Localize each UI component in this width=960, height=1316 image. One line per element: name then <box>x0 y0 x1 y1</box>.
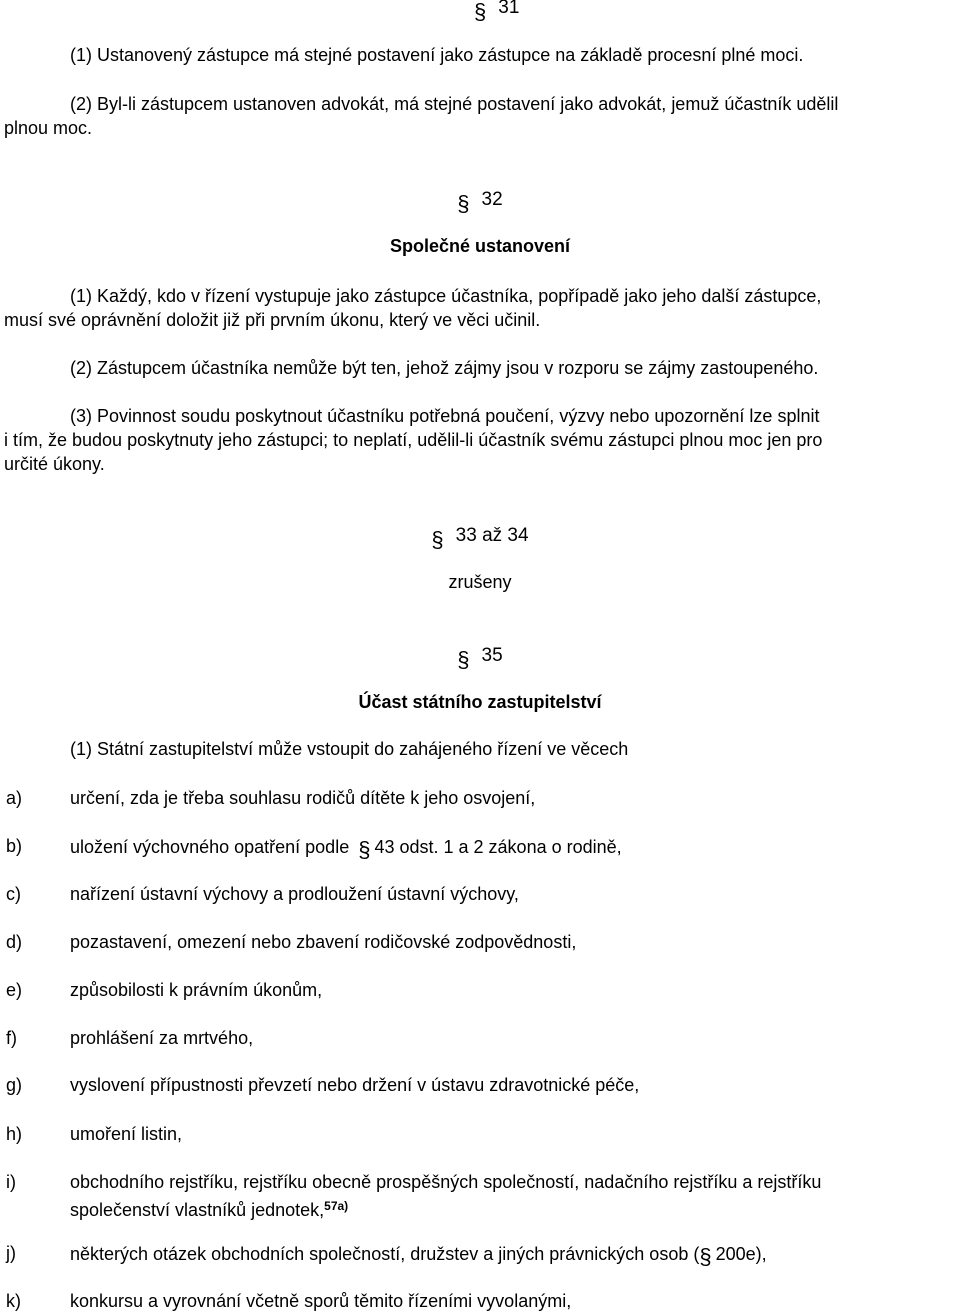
list-item-label: g) <box>6 1075 23 1095</box>
list-item-text: určení, zda je třeba souhlasu rodičů dítěte k jeho osvojení, <box>70 788 536 808</box>
list-item-text <box>70 1241 950 1269</box>
section-number: 35 <box>481 645 503 666</box>
list-item-text: prohlášení za mrtvého, <box>70 1028 254 1048</box>
list-item-label: f) <box>6 1028 17 1048</box>
section-35-heading <box>0 642 960 672</box>
list-item-text: nařízení ústavní výchovy a prodloužení ústavní výchovy, <box>70 884 519 904</box>
section-symbol: § <box>358 837 371 862</box>
section-32-title: Společné ustanovení <box>389 236 571 256</box>
section-32-paragraph-1-line-1: (1) Každý, kdo v řízení vystupuje jako zástupce účastníka, popřípadě jako jeho další zástupce, <box>70 286 822 306</box>
list-item-text-line-1: obchodního rejstříku, rejstříku obecně prospěšných společností, nadačního rejstříku a rejstříku <box>70 1172 822 1192</box>
list-item-label: e) <box>6 980 23 1000</box>
section-symbol: § <box>431 527 444 552</box>
section-32-paragraph-3-line-1: (3) Povinnost soudu poskytnout účastníku potřebná poučení, výzvy nebo upozornění lze splnit <box>70 406 820 426</box>
section-number: 31 <box>498 0 520 18</box>
list-item-text: vyslovení přípustnosti převzetí nebo držení v ústavu zdravotnické péče, <box>70 1075 640 1095</box>
list-item-label: k) <box>6 1291 21 1311</box>
list-item-text-reference: 200e), <box>715 1244 767 1264</box>
list-item-label: j) <box>6 1243 16 1263</box>
section-32-paragraph-2: (2) Zástupcem účastníka nemůže být ten, jehož zájmy jsou v rozporu se zájmy zastoupeného. <box>70 358 819 378</box>
section-31-paragraph-2-line-1: (2) Byl-li zástupcem ustanoven advokát, má stejné postavení jako advokát, jemuž účastník udělil <box>70 94 839 114</box>
list-item-text-line-2 <box>70 1194 950 1222</box>
list-item-text-reference: 43 odst. 1 a 2 zákona o rodině, <box>374 837 622 857</box>
section-33-34-heading <box>0 522 960 552</box>
section-number: 33 až 34 <box>455 525 529 546</box>
section-symbol: § <box>457 191 470 216</box>
list-item-text: umoření listin, <box>70 1124 183 1144</box>
section-number: 32 <box>481 189 503 210</box>
section-32-paragraph-3-line-2: i tím, že budou poskytnuty jeho zástupci; to neplatí, udělil-li účastník svému zástupci plnou moc jen pro <box>4 430 823 450</box>
section-35-title: Účast státního zastupitelství <box>358 692 602 712</box>
section-32-paragraph-3-line-3: určité úkony. <box>4 454 105 474</box>
list-item-text-part: uložení výchovného opatření podle <box>70 837 350 857</box>
section-31-heading <box>474 0 520 24</box>
footnote-reference[interactable]: 57a) <box>324 1199 349 1213</box>
section-symbol: § <box>699 1244 712 1269</box>
list-item-text: způsobilosti k právním úkonům, <box>70 980 323 1000</box>
list-item-label: c) <box>6 884 21 904</box>
list-item-label: i) <box>6 1172 16 1192</box>
list-item-text-part: společenství vlastníků jednotek, <box>70 1200 325 1220</box>
list-item-text <box>70 1170 950 1222</box>
list-item-label: h) <box>6 1124 23 1144</box>
list-item-text: pozastavení, omezení nebo zbavení rodičovské zodpovědnosti, <box>70 932 577 952</box>
section-33-34-title: zrušeny <box>448 572 512 592</box>
section-31-paragraph-2-line-2: plnou moc. <box>4 118 93 138</box>
section-32-heading <box>0 186 960 216</box>
list-item-label: b) <box>6 836 23 856</box>
list-item-label: d) <box>6 932 23 952</box>
list-item-text-part: některých otázek obchodních společností, družstev a jiných právnických osob ( <box>70 1244 700 1264</box>
list-item-text <box>70 834 950 862</box>
section-symbol: § <box>474 0 487 24</box>
section-35-paragraph-1: (1) Státní zastupitelství může vstoupit do zahájeného řízení ve věcech <box>70 739 629 759</box>
section-symbol: § <box>457 647 470 672</box>
list-item-label: a) <box>6 788 23 808</box>
section-32-paragraph-1-line-2: musí své oprávnění doložit již při prvním úkonu, který ve věci učinil. <box>4 310 541 330</box>
list-item-text: konkursu a vyrovnání včetně sporů těmito řízeními vyvolanými, <box>70 1291 572 1311</box>
section-31-paragraph-1: (1) Ustanovený zástupce má stejné postavení jako zástupce na základě procesní plné moci. <box>70 45 804 65</box>
